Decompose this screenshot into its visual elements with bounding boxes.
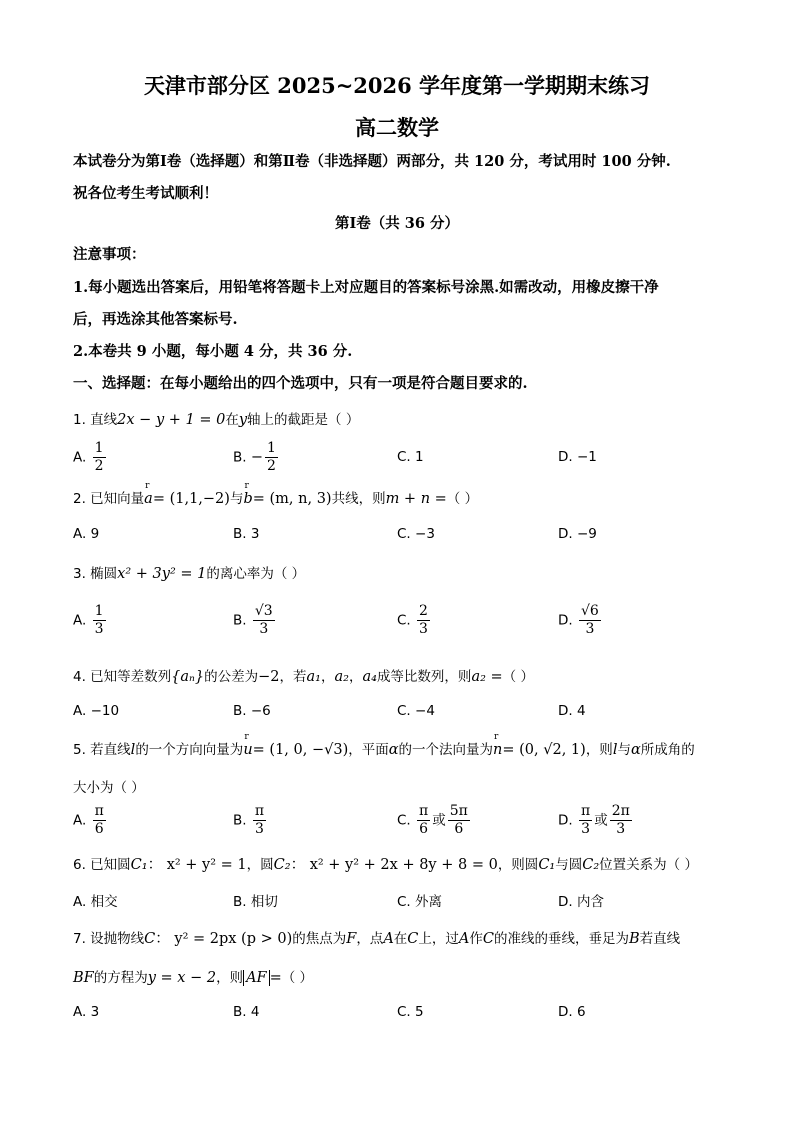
q5-a-num: π (94, 803, 104, 819)
q7-mid5: 作 (469, 931, 483, 947)
q4-option-a[interactable]: A. −10 (73, 703, 120, 719)
q2-option-d[interactable]: D. −9 (558, 526, 597, 542)
q6-mid3: 与圆 (555, 857, 583, 873)
q4-suffix: （ ） (502, 669, 534, 685)
intro (73, 146, 733, 210)
q6-c2-eq: ： x² + y² + 2x + 8y + 8 = 0 (290, 857, 498, 873)
q7-pa: A (383, 931, 394, 947)
q2-mid2: 共线，则 (331, 491, 386, 507)
q1-option-c[interactable]: C. 1 (397, 449, 424, 465)
q3-c-num: 2 (419, 603, 428, 619)
q6-option-d[interactable]: D. 内含 (558, 894, 604, 910)
q5-c-or: 或 (432, 812, 446, 829)
q3-b-den: 3 (259, 621, 269, 637)
q7-line2-mid2: ，则 (216, 970, 244, 986)
q6-option-a[interactable]: A. 相交 (73, 894, 118, 910)
q5-l2: l (612, 742, 618, 758)
q1-a-label: A. (73, 449, 87, 466)
q3-suffix: 的离心率为（ ） (206, 566, 306, 582)
q6-c2b: C₂ (582, 857, 600, 873)
q1-b-label: B. (233, 449, 247, 466)
q5-l: l (130, 742, 136, 758)
q7-c2: C (407, 931, 419, 947)
intro-line-2: 祝各位考生考试顺利！ (73, 185, 218, 202)
q7-eqsign: = (269, 970, 282, 986)
question-4 (73, 665, 733, 685)
q6-option-b[interactable]: B. 相切 (233, 894, 278, 910)
q5-c1-frac (417, 803, 430, 838)
q3-d-frac (579, 603, 601, 638)
q5-b-num: π (254, 803, 265, 819)
q5-c2-num: 5π (449, 803, 468, 819)
q4-sep1: ， (321, 669, 335, 685)
q4-a2: a₂ (334, 669, 349, 685)
q5-d1-frac (579, 803, 592, 838)
q4-option-c[interactable]: C. −4 (397, 703, 435, 719)
q6-mid2: ，则圆 (497, 857, 539, 873)
note-2: 2.本卷共 9 小题，每小题 4 分，共 36 分. (73, 343, 353, 360)
q3-d-label: D. (558, 612, 573, 629)
q5-mid2: 的一个法向量为 (398, 742, 494, 758)
q5-option-b[interactable] (233, 803, 268, 838)
q7-b: B (629, 931, 640, 947)
q7-mid: 的焦点为 (292, 931, 347, 947)
q5-option-c[interactable] (397, 803, 472, 838)
q1-expr: 2x − y + 1 = 0 (117, 412, 226, 428)
q6-c1b: C₁ (538, 857, 556, 873)
q1-a-den: 2 (94, 458, 104, 474)
q4-prefix: 4. 已知等差数列 (73, 669, 172, 685)
q3-b-frac (253, 603, 275, 638)
q1-b-den: 2 (267, 458, 276, 474)
exam-subtitle: 高二数学 (355, 115, 439, 140)
q3-d-num: √6 (580, 603, 599, 619)
q3-a-label: A. (73, 612, 87, 629)
q7-suffix1: 若直线 (639, 931, 681, 947)
q2-prefix: 2. 已知向量 (73, 491, 145, 507)
q5-c-label: C. (397, 812, 411, 829)
q5-option-d[interactable] (558, 803, 634, 838)
question-3 (73, 562, 733, 582)
q5-c2-frac (448, 803, 470, 838)
q5-a-den: 6 (94, 821, 104, 837)
q1-suffix: 轴上的截距是（ ） (247, 412, 360, 428)
q7-c3: C (482, 931, 494, 947)
q1-a-num: 1 (94, 440, 104, 456)
q5-d2-num: 2π (611, 803, 630, 819)
q1-option-a[interactable] (73, 440, 108, 475)
q1-option-b[interactable] (233, 440, 280, 475)
q1-var: y (238, 412, 248, 428)
q6-suffix: 位置关系为（ ） (599, 857, 698, 873)
note-1-line-2: 后，再选涂其他答案标号. (73, 311, 238, 328)
q5-d1-num: π (580, 803, 591, 819)
q5-alpha: α (388, 742, 399, 758)
q1-b-num: 1 (267, 440, 276, 456)
q7-option-a[interactable]: A. 3 (73, 1004, 100, 1020)
q3-option-b[interactable] (233, 603, 277, 638)
q3-c-frac (417, 603, 430, 638)
q1-option-d[interactable]: D. −1 (558, 449, 597, 465)
q5-b-label: B. (233, 812, 247, 829)
q3-b-num: √3 (254, 603, 273, 619)
q5-mid: ，平面 (348, 742, 389, 758)
question-1-options (73, 440, 773, 480)
q2-suffix: （ ） (446, 491, 479, 507)
q3-prefix: 3. 椭圆 (73, 566, 118, 582)
question-6-options (73, 890, 773, 910)
q5-option-a[interactable] (73, 803, 108, 838)
q6-c1: C₁ (130, 857, 148, 873)
q3-c-label: C. (397, 612, 411, 629)
q2-option-a[interactable]: A. 9 (73, 526, 100, 542)
q3-option-c[interactable] (397, 603, 432, 638)
q3-c-den: 3 (419, 621, 428, 637)
q2-a-value: = (1,1,−2) (152, 491, 230, 507)
q3-a-num: 1 (94, 603, 104, 619)
q7-c: C (144, 931, 156, 947)
q3-d-den: 3 (585, 621, 595, 637)
q5-d-label: D. (558, 812, 573, 829)
q6-c2: C₂ (273, 857, 291, 873)
q1-prefix: 1. 直线 (73, 412, 118, 428)
q3-option-a[interactable] (73, 603, 108, 638)
q2-b-value: = (m, n, 3) (252, 491, 332, 507)
q7-line2-mid: 的方程为 (93, 970, 148, 986)
q7-option-b[interactable]: B. 4 (233, 1004, 260, 1020)
question-5-line-1 (73, 738, 733, 758)
q3-a-frac (93, 603, 106, 638)
q4-a4: a₄ (362, 669, 377, 685)
q4-sep2: ， (348, 669, 363, 685)
q5-vector-u: r u (243, 742, 252, 758)
part-heading: 一、选择题：在每小题给出的四个选项中，只有一项是符合题目要求的. (73, 375, 528, 392)
q4-a2q: a₂ = (471, 669, 503, 685)
q2-vector-b: r b (243, 491, 252, 507)
q3-expr: x² + 3y² = 1 (117, 566, 207, 582)
q7-prefix: 7. 设抛物线 (73, 931, 145, 947)
question-7-options (73, 1004, 773, 1024)
q5-d2-den: 3 (616, 821, 626, 837)
question-4-options (73, 703, 773, 723)
q5-mid3: ，则 (585, 742, 613, 758)
q1-b-sign: − (250, 449, 264, 466)
q1-b-frac (265, 440, 278, 475)
q5-c1-num: π (419, 803, 429, 819)
q6-option-c[interactable]: C. 外离 (397, 894, 443, 910)
q7-bf: BF (73, 970, 94, 986)
q7-af: AF (243, 970, 270, 986)
q7-mid3: 在 (393, 931, 408, 947)
q4-seq: {aₙ} (171, 669, 205, 685)
q4-mid3: 成等比数列，则 (376, 669, 472, 685)
q7-eq: ： y² = 2px (p > 0) (155, 931, 293, 947)
q6-prefix: 6. 已知圆 (73, 857, 131, 873)
q5-d-or: 或 (594, 812, 608, 829)
question-7-line-1 (73, 927, 733, 948)
q5-b-den: 3 (255, 821, 264, 837)
notes-heading: 注意事项： (73, 246, 146, 263)
q7-pa2: A (458, 931, 470, 947)
q6-c1-eq: ： x² + y² = 1 (147, 857, 247, 873)
q5-l-mid: 的一个方向向量为 (135, 742, 244, 758)
q5-alpha2: α (630, 742, 641, 758)
q6-mid: ，圆 (246, 857, 274, 873)
q4-d: −2 (258, 669, 280, 685)
note-1-line-1: 1.每小题选出答案后，用铅笔将答题卡上对应题目的答案标号涂黑.如需改动，用橡皮擦干净 (73, 279, 659, 296)
q3-a-den: 3 (94, 621, 104, 637)
q7-mid2: ，点 (356, 931, 384, 947)
question-5-line-2: 大小为（ ） (73, 780, 145, 796)
q4-mid: 的公差为 (204, 669, 259, 685)
q5-d1-den: 3 (581, 821, 591, 837)
q5-prefix: 5. 若直线 (73, 742, 131, 758)
q5-c1-den: 6 (419, 821, 429, 837)
q5-c2-den: 6 (454, 821, 464, 837)
q5-b-frac (253, 803, 266, 838)
q2-vector-a: r a (144, 491, 153, 507)
q5-a-frac (93, 803, 106, 838)
question-2-options (73, 526, 773, 546)
q5-n-value: = (0, √2, 1) (502, 742, 586, 758)
intro-line-1: 本试卷分为第Ⅰ卷（选择题）和第Ⅱ卷（非选择题）两部分，共 120 分，考试用时 100 分钟. (73, 153, 671, 170)
question-1 (73, 408, 733, 428)
q2-expr: m + n = (385, 491, 447, 507)
q5-u-value: = (1, 0, −√3) (252, 742, 349, 758)
section-title: 第Ⅰ卷（共 36 分） (334, 215, 460, 232)
q3-b-label: B. (233, 612, 247, 629)
q5-a-label: A. (73, 812, 87, 829)
question-2 (73, 487, 733, 507)
q1-a-frac (93, 440, 106, 475)
q5-suffix1: 所成角的 (640, 742, 695, 758)
q4-option-b[interactable]: B. −6 (233, 703, 271, 719)
exam-title: 天津市部分区 2025~2026 学年度第一学期期末练习 (143, 73, 651, 98)
q5-mid4: 与 (617, 742, 631, 758)
q2-option-b[interactable]: B. 3 (233, 526, 260, 542)
question-6 (73, 853, 733, 874)
q7-suffix2: （ ） (281, 970, 314, 986)
q3-option-d[interactable] (558, 603, 603, 638)
question-7-line-2 (73, 966, 733, 986)
question-3-options (73, 603, 773, 643)
q5-d2-frac (610, 803, 632, 838)
q7-f: F (346, 931, 357, 947)
q7-option-d[interactable]: D. 6 (558, 1004, 586, 1020)
q4-option-d[interactable]: D. 4 (558, 703, 586, 719)
q2-mid: 与 (229, 491, 244, 507)
q2-option-c[interactable]: C. −3 (397, 526, 435, 542)
q7-mid4: 上，过 (418, 931, 459, 947)
q1-mid: 在 (225, 412, 239, 428)
q7-line-eq: y = x − 2 (147, 970, 217, 986)
q7-mid6: 的准线的垂线，垂足为 (494, 931, 629, 947)
q7-option-c[interactable]: C. 5 (397, 1004, 424, 1020)
q5-vector-n: r n (493, 742, 502, 758)
question-5-options (73, 803, 773, 843)
q4-mid2: ，若 (279, 669, 307, 685)
q4-a1: a₁ (306, 669, 321, 685)
